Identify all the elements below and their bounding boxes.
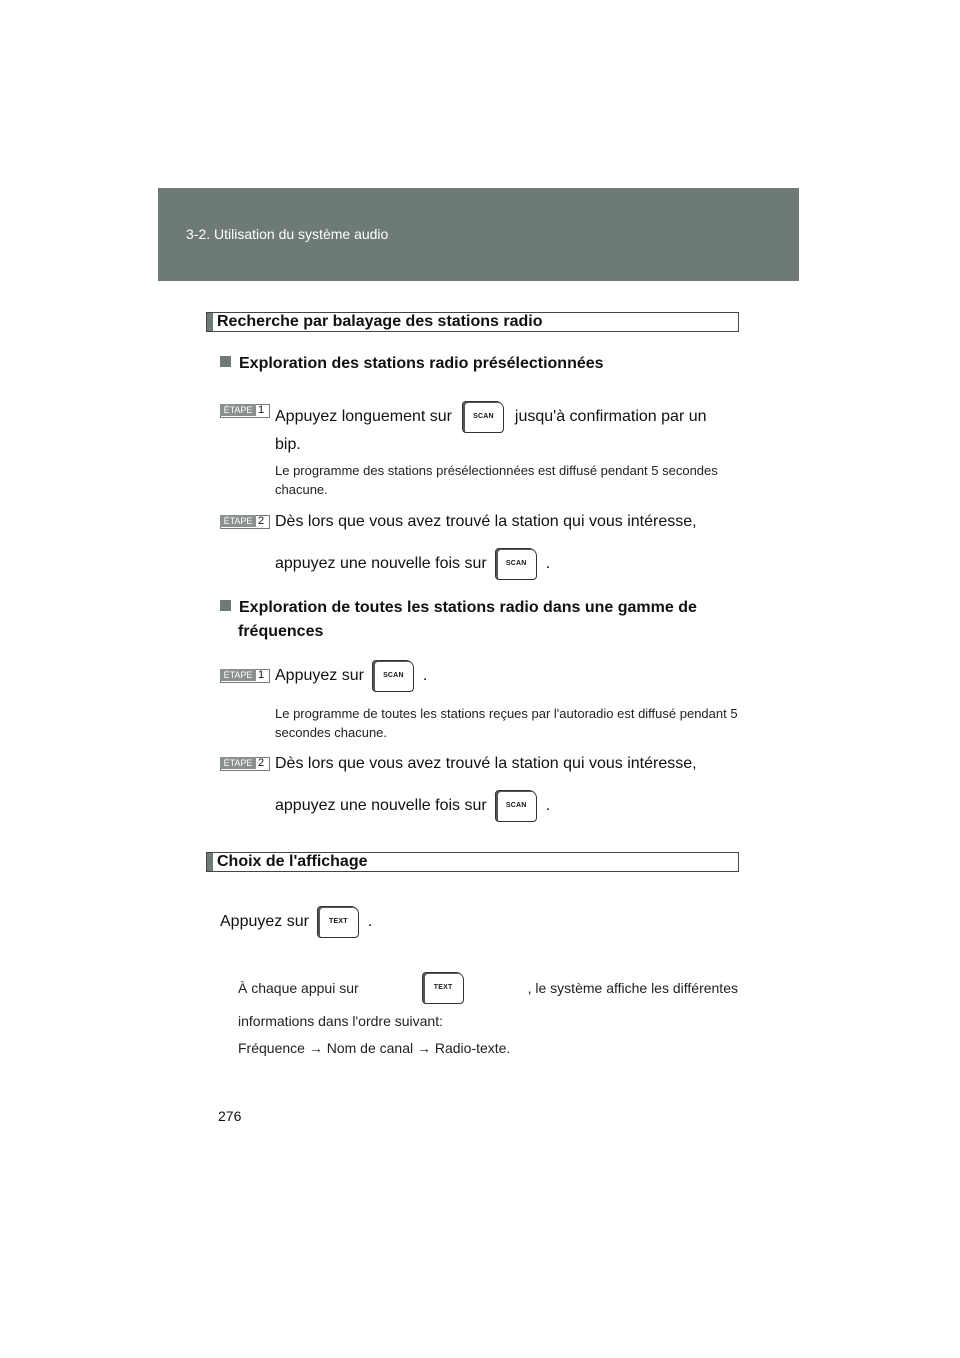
step-text: Appuyez longuement sur SCAN jusqu'à confirmation par un [275, 401, 707, 433]
text-button-icon: TEXT [422, 972, 464, 1004]
step-badge: ÉTAPE 2 [220, 515, 270, 529]
text-button-icon: TEXT [317, 906, 359, 938]
instruction-text: Appuyez sur TEXT . [220, 906, 372, 938]
section-heading-scan [206, 312, 739, 332]
section-heading-display [206, 852, 739, 872]
step-text-cont: appuyez une nouvelle fois sur SCAN . [275, 790, 550, 822]
scan-button-icon: SCAN [495, 790, 537, 822]
display-note: À chaque appui sur TEXT , le système affiche les différentes [238, 972, 738, 1004]
step-text-cont: appuyez une nouvelle fois sur SCAN . [275, 548, 550, 580]
square-bullet-icon [220, 600, 231, 611]
step-text: Dès lors que vous avez trouvé la station qui vous intéresse, [275, 755, 697, 772]
section-title: Recherche par balayage des stations radio [217, 313, 543, 330]
subheading-band-scan: Exploration de toutes les stations radio dans une gamme de fréquences [220, 596, 740, 620]
scan-button-icon: SCAN [372, 660, 414, 692]
section-title: Choix de l'affichage [217, 853, 368, 870]
step-badge: ÉTAPE 1 [220, 669, 270, 683]
display-order: Fréquence → Nom de canal → Radio-texte. [238, 1040, 511, 1056]
display-note-cont: informations dans l'ordre suivant: [238, 1013, 443, 1029]
subheading-preset-scan: Exploration des stations radio présélectionnées [220, 352, 740, 376]
step-badge: ÉTAPE 1 [220, 404, 270, 418]
step-badge: ÉTAPE 2 [220, 757, 270, 771]
page-number: 276 [218, 1108, 242, 1124]
step-note: Le programme des stations présélectionnées est diffusé pendant 5 secondes chacune. [275, 463, 718, 497]
step-text: Dès lors que vous avez trouvé la station qui vous intéresse, [275, 513, 697, 530]
square-bullet-icon [220, 356, 231, 367]
scan-button-icon: SCAN [462, 401, 504, 433]
step-note: Le programme de toutes les stations reçues par l'autoradio est diffusé pendant 5 secondes chacune. [275, 706, 738, 740]
chapter-header [158, 188, 799, 281]
breadcrumb: 3-2. Utilisation du système audio [186, 226, 389, 242]
scan-button-icon: SCAN [495, 548, 537, 580]
step-text-cont: bip. [275, 436, 301, 453]
step-text: Appuyez sur SCAN . [275, 660, 427, 692]
